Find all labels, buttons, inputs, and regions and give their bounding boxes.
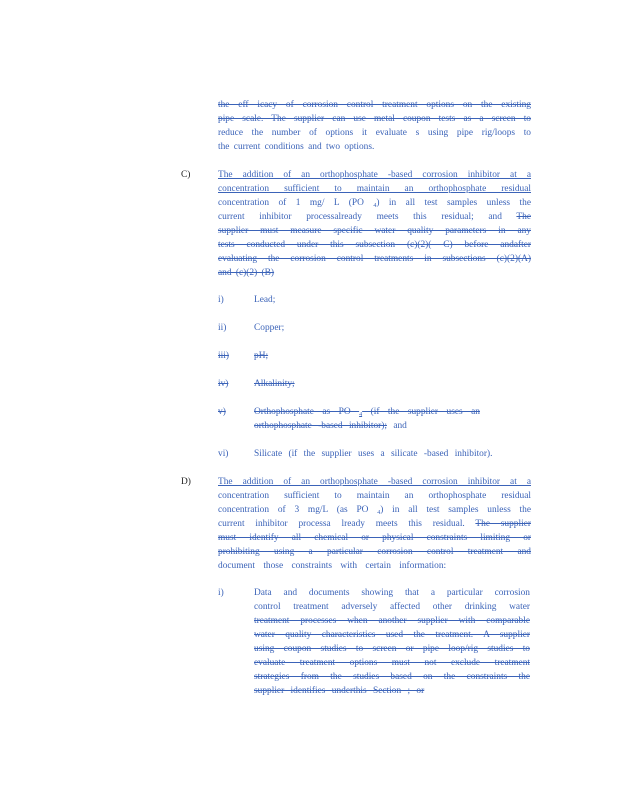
section-c-line-4-text: current inhibitor processalready meets this residual; and [218, 212, 517, 222]
section-c-line-5: supplier must measure specific water quality parameters in any [218, 226, 531, 236]
section-d-line-5: must identify all chemical or physical constraints limiting or [218, 533, 531, 543]
section-c-line-3b: ) in all test samples unless the [376, 198, 531, 208]
section-d-line-3 [218, 503, 531, 517]
item-d-i-line-3: treatment processes when another supplier with comparable [254, 616, 530, 626]
item-c-vi-text: Silicate (if the supplier uses a silicate -based inhibitor). [254, 449, 493, 459]
section-d-line-3-sub: 4 [377, 510, 381, 516]
section-d-line-3b: ) in all test samples unless the [380, 505, 531, 515]
item-c-i-label: i) [218, 295, 224, 305]
intro-paragraph [218, 98, 531, 154]
item-c-iii-label: iii) [218, 351, 229, 361]
section-d-line-6: prohibiting using a particular corrosion control treatment and [218, 547, 531, 557]
item-d-i-line-5: using coupon studies to screen or pipe loop/rig studies to [254, 644, 530, 654]
item-c-v-line-2 [254, 419, 480, 433]
section-d-line-4-deleted: The supplier [475, 519, 531, 529]
item-d-i-line-1: Data and documents showing that a particular corrosion [254, 588, 530, 598]
item-c-v-label: v) [218, 407, 226, 417]
section-c-line-3a: concentration of 1 mg/ L (PO [218, 198, 374, 208]
item-c-iv-label: iv) [218, 379, 229, 389]
intro-line-3: reduce the number of options it evaluate s using pipe rig/loops to [218, 128, 531, 138]
intro-line-4: the current conditions and two options. [218, 142, 375, 152]
section-c-line-3-sub: 4 [373, 203, 377, 209]
section-d-line-2: concentration sufficient to maintain an orthophosphate residual [218, 491, 531, 501]
section-c-line-1: The addition of an orthophosphate -based corrosion inhibitor at a [218, 170, 531, 180]
section-d-line-4-text: current inhibitor processa lready meets this residual. [218, 519, 476, 529]
item-d-i-line-4: water quality characteristics used the treatment. A supplier [254, 630, 530, 640]
intro-line-1: the eff icacy of corrosion control treatment options on the existing [218, 100, 531, 110]
section-d-line-1: The addition of an orthophosphate -based corrosion inhibitor at a [218, 477, 531, 487]
section-c-line-2: concentration sufficient to maintain an orthophosphate residual [218, 184, 531, 194]
section-c-label: C) [181, 170, 191, 180]
intro-line-2: pipe scale. The supplier can use metal coupon tests as a screen to [218, 114, 531, 124]
item-c-v-line-1 [254, 405, 480, 419]
item-c-ii-text: Copper; [254, 323, 285, 333]
item-c-iv-text: Alkalinity; [254, 379, 295, 389]
section-c-line-7: evaluating the corrosion control treatments in subsections (c)(2)(A) [218, 254, 531, 264]
item-c-ii-label: ii) [218, 323, 227, 333]
item-c-v-text-2: (if the supplier uses an [362, 407, 480, 417]
item-c-i-text: Lead; [254, 295, 276, 305]
item-d-i-line-6: evaluate treatment options must not exclude treatment [254, 658, 530, 668]
item-d-i-line-8: supplier identifies underthis Section ; or [254, 686, 425, 696]
item-c-v-text [254, 405, 480, 433]
item-c-v-sub: 4 [359, 412, 363, 418]
item-d-i-label: i) [218, 588, 224, 598]
item-c-v-text-1: Orthophosphate as PO [254, 407, 360, 417]
section-c-line-4 [218, 210, 531, 224]
section-c-line-3 [218, 196, 531, 210]
item-c-iii-text: pH; [254, 351, 269, 361]
section-d-line-4 [218, 517, 531, 531]
section-d-label: D) [181, 477, 191, 487]
section-d-line-3a: concentration of 3 mg/L (as PO [218, 505, 378, 515]
section-d-paragraph [218, 475, 531, 573]
item-d-i-line-7: strategies from the studies based on the constraints the [254, 672, 530, 682]
item-c-v-text-3b: and [386, 421, 407, 431]
item-c-vi-label: vi) [218, 449, 229, 459]
section-c-line-6: tests conducted under this subsection (c)(2)( C) before andafter [218, 240, 531, 250]
item-d-i-line-2: control treatment adversely affected other drinking water [254, 602, 530, 612]
section-c-paragraph [218, 168, 531, 280]
section-d-line-7: document those constraints with certain information: [218, 561, 447, 571]
item-c-v-text-3a: orthophosphate -based inhibitor); [254, 421, 387, 431]
item-d-i-paragraph [254, 586, 530, 698]
section-c-line-4-deleted: The [516, 212, 531, 222]
section-c-line-8: and (c)(2) (B) [218, 268, 275, 278]
